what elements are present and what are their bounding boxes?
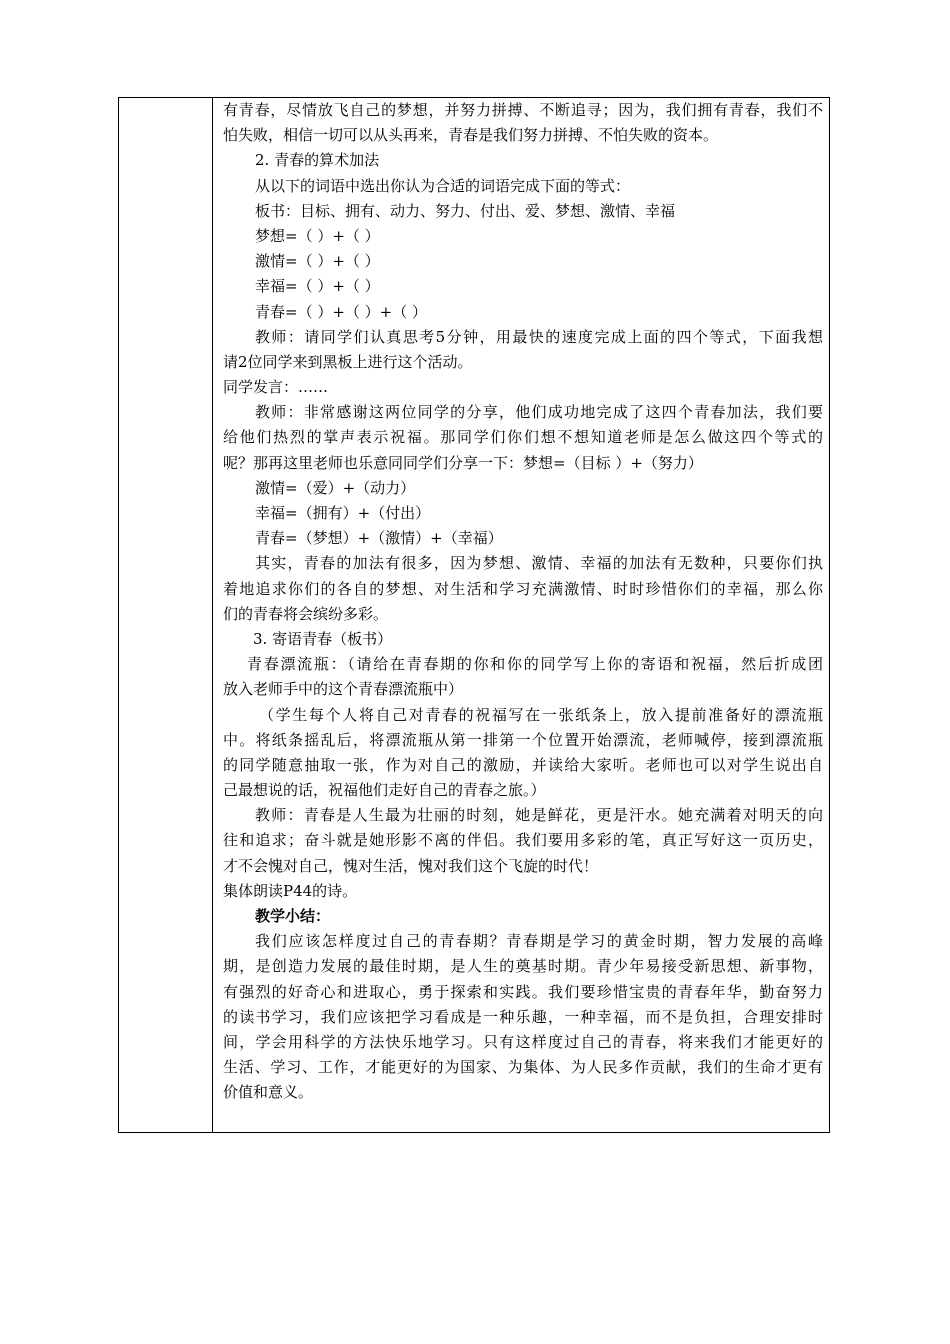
text-line: 有青春，尽情放飞自己的梦想，并努力拼搏、不断追寻；因为，我们拥有青春，我们不	[223, 101, 823, 119]
text-line: 的同学随意抽取一张，作为对自己的激励，并读给大家听。老师也可以对学生说出自	[223, 755, 823, 774]
text-line: 激情=（ ）+（ ）	[255, 252, 380, 271]
left-column-cell	[119, 98, 213, 1132]
text-line: 幸福=（拥有）+（付出）	[255, 504, 431, 522]
text-line: 同学发言：……	[223, 378, 329, 397]
text-line: 3. 寄语青春（板书）	[253, 629, 393, 648]
text-line: 呢？那再这里老师也乐意同同学们分享一下：梦想=（目标 ）+（努力）	[223, 453, 703, 472]
text-line: 期，是创造力发展的最佳时期，是人生的奠基时期。青少年易接受新思想、新事物，	[223, 957, 823, 976]
text-line: 幸福=（ ）+（ ）	[255, 277, 380, 296]
text-line: 教师：青春是人生最为壮丽的时刻，她是鲜花，更是汗水。她充满着对明天的向	[255, 806, 823, 825]
text-line: 集体朗读P44的诗。	[223, 881, 358, 900]
text-line: 己最想说的话，祝福他们走好自己的青春之旅。）	[223, 781, 546, 800]
text-line: 2. 青春的算术加法	[255, 151, 380, 170]
text-line: 有强烈的好奇心和进取心，勇于探索和实践。我们要珍惜宝贵的青春年华，勤奋努力	[223, 982, 823, 1001]
text-line: 的读书学习，我们应该把学习看成是一种乐趣，一种幸福，而不是负担，合理安排时	[223, 1007, 823, 1026]
text-line: 梦想=（ ）+（ ）	[255, 226, 380, 245]
text-line: 从以下的词语中选出你认为合适的词语完成下面的等式：	[255, 176, 631, 195]
text-line: 才不会愧对自己，愧对生活，愧对我们这个飞旋的时代！	[223, 856, 599, 875]
text-line: 青春=（梦想）+（激情）+（幸福）	[255, 529, 503, 548]
text-line: 给他们热烈的掌声表示祝福。那同学们你们想不想知道老师是怎么做这四个等式的	[223, 428, 823, 447]
text-line: 教师：非常感谢这两位同学的分享，他们成功地完成了这四个青春加法，我们要	[255, 403, 823, 422]
text-line: 价值和意义。	[223, 1083, 314, 1102]
text-line: 青春=（ ）+（ ）+（ ）	[255, 302, 428, 321]
text-line: 教师：请同学们认真思考5分钟，用最快的速度完成上面的四个等式，下面我想	[255, 327, 823, 346]
text-line: 青春漂流瓶：（请给在青春期的你和你的同学写上你的寄语和祝福，然后折成团	[247, 655, 823, 674]
text-line: 请2位同学来到黑板上进行这个活动。	[223, 352, 473, 371]
text-line: 放入老师手中的这个青春漂流瓶中）	[223, 680, 464, 699]
text-line: （学生每个人将自己对青春的祝福写在一张纸条上，放入提前准备好的漂流瓶	[259, 705, 823, 724]
text-line: 怕失败，相信一切可以从头再来，青春是我们努力拼搏、不怕失败的资本。	[223, 126, 719, 145]
text-line: 间，学会用科学的方法快乐地学习。只有这样度过自己的青春，将来我们才能更好的	[223, 1032, 823, 1051]
text-line: 板书：目标、拥有、动力、努力、付出、爱、梦想、激情、幸福	[255, 201, 676, 220]
text-line: 激情=（爱）+（动力）	[255, 478, 416, 497]
text-line: 其实，青春的加法有很多，因为梦想、激情、幸福的加法有无数种，只要你们执	[255, 554, 823, 573]
text-line: 往和追求；奋斗就是她形影不离的伴侣。我们要用多彩的笔，真正写好这一页历史，	[223, 831, 823, 850]
text-line: 着地追求你们的各自的梦想、对生活和学习充满激情、时时珍惜你们的幸福，那么你	[223, 579, 823, 598]
text-line: 教学小结：	[255, 907, 331, 925]
lesson-content-cell	[223, 98, 823, 1106]
text-line: 生活、学习、工作，才能更好的为国家、为集体、为人民多作贡献，我们的生命才更有	[223, 1058, 823, 1077]
text-line: 中。将纸条摇乱后，将漂流瓶从第一排第一个位置开始漂流，老师喊停，接到漂流瓶	[223, 730, 823, 749]
lesson-table	[118, 97, 830, 1133]
text-line: 们的青春将会缤纷多彩。	[223, 604, 389, 623]
text-line: 我们应该怎样度过自己的青春期？青春期是学习的黄金时期，智力发展的高峰	[255, 932, 823, 951]
